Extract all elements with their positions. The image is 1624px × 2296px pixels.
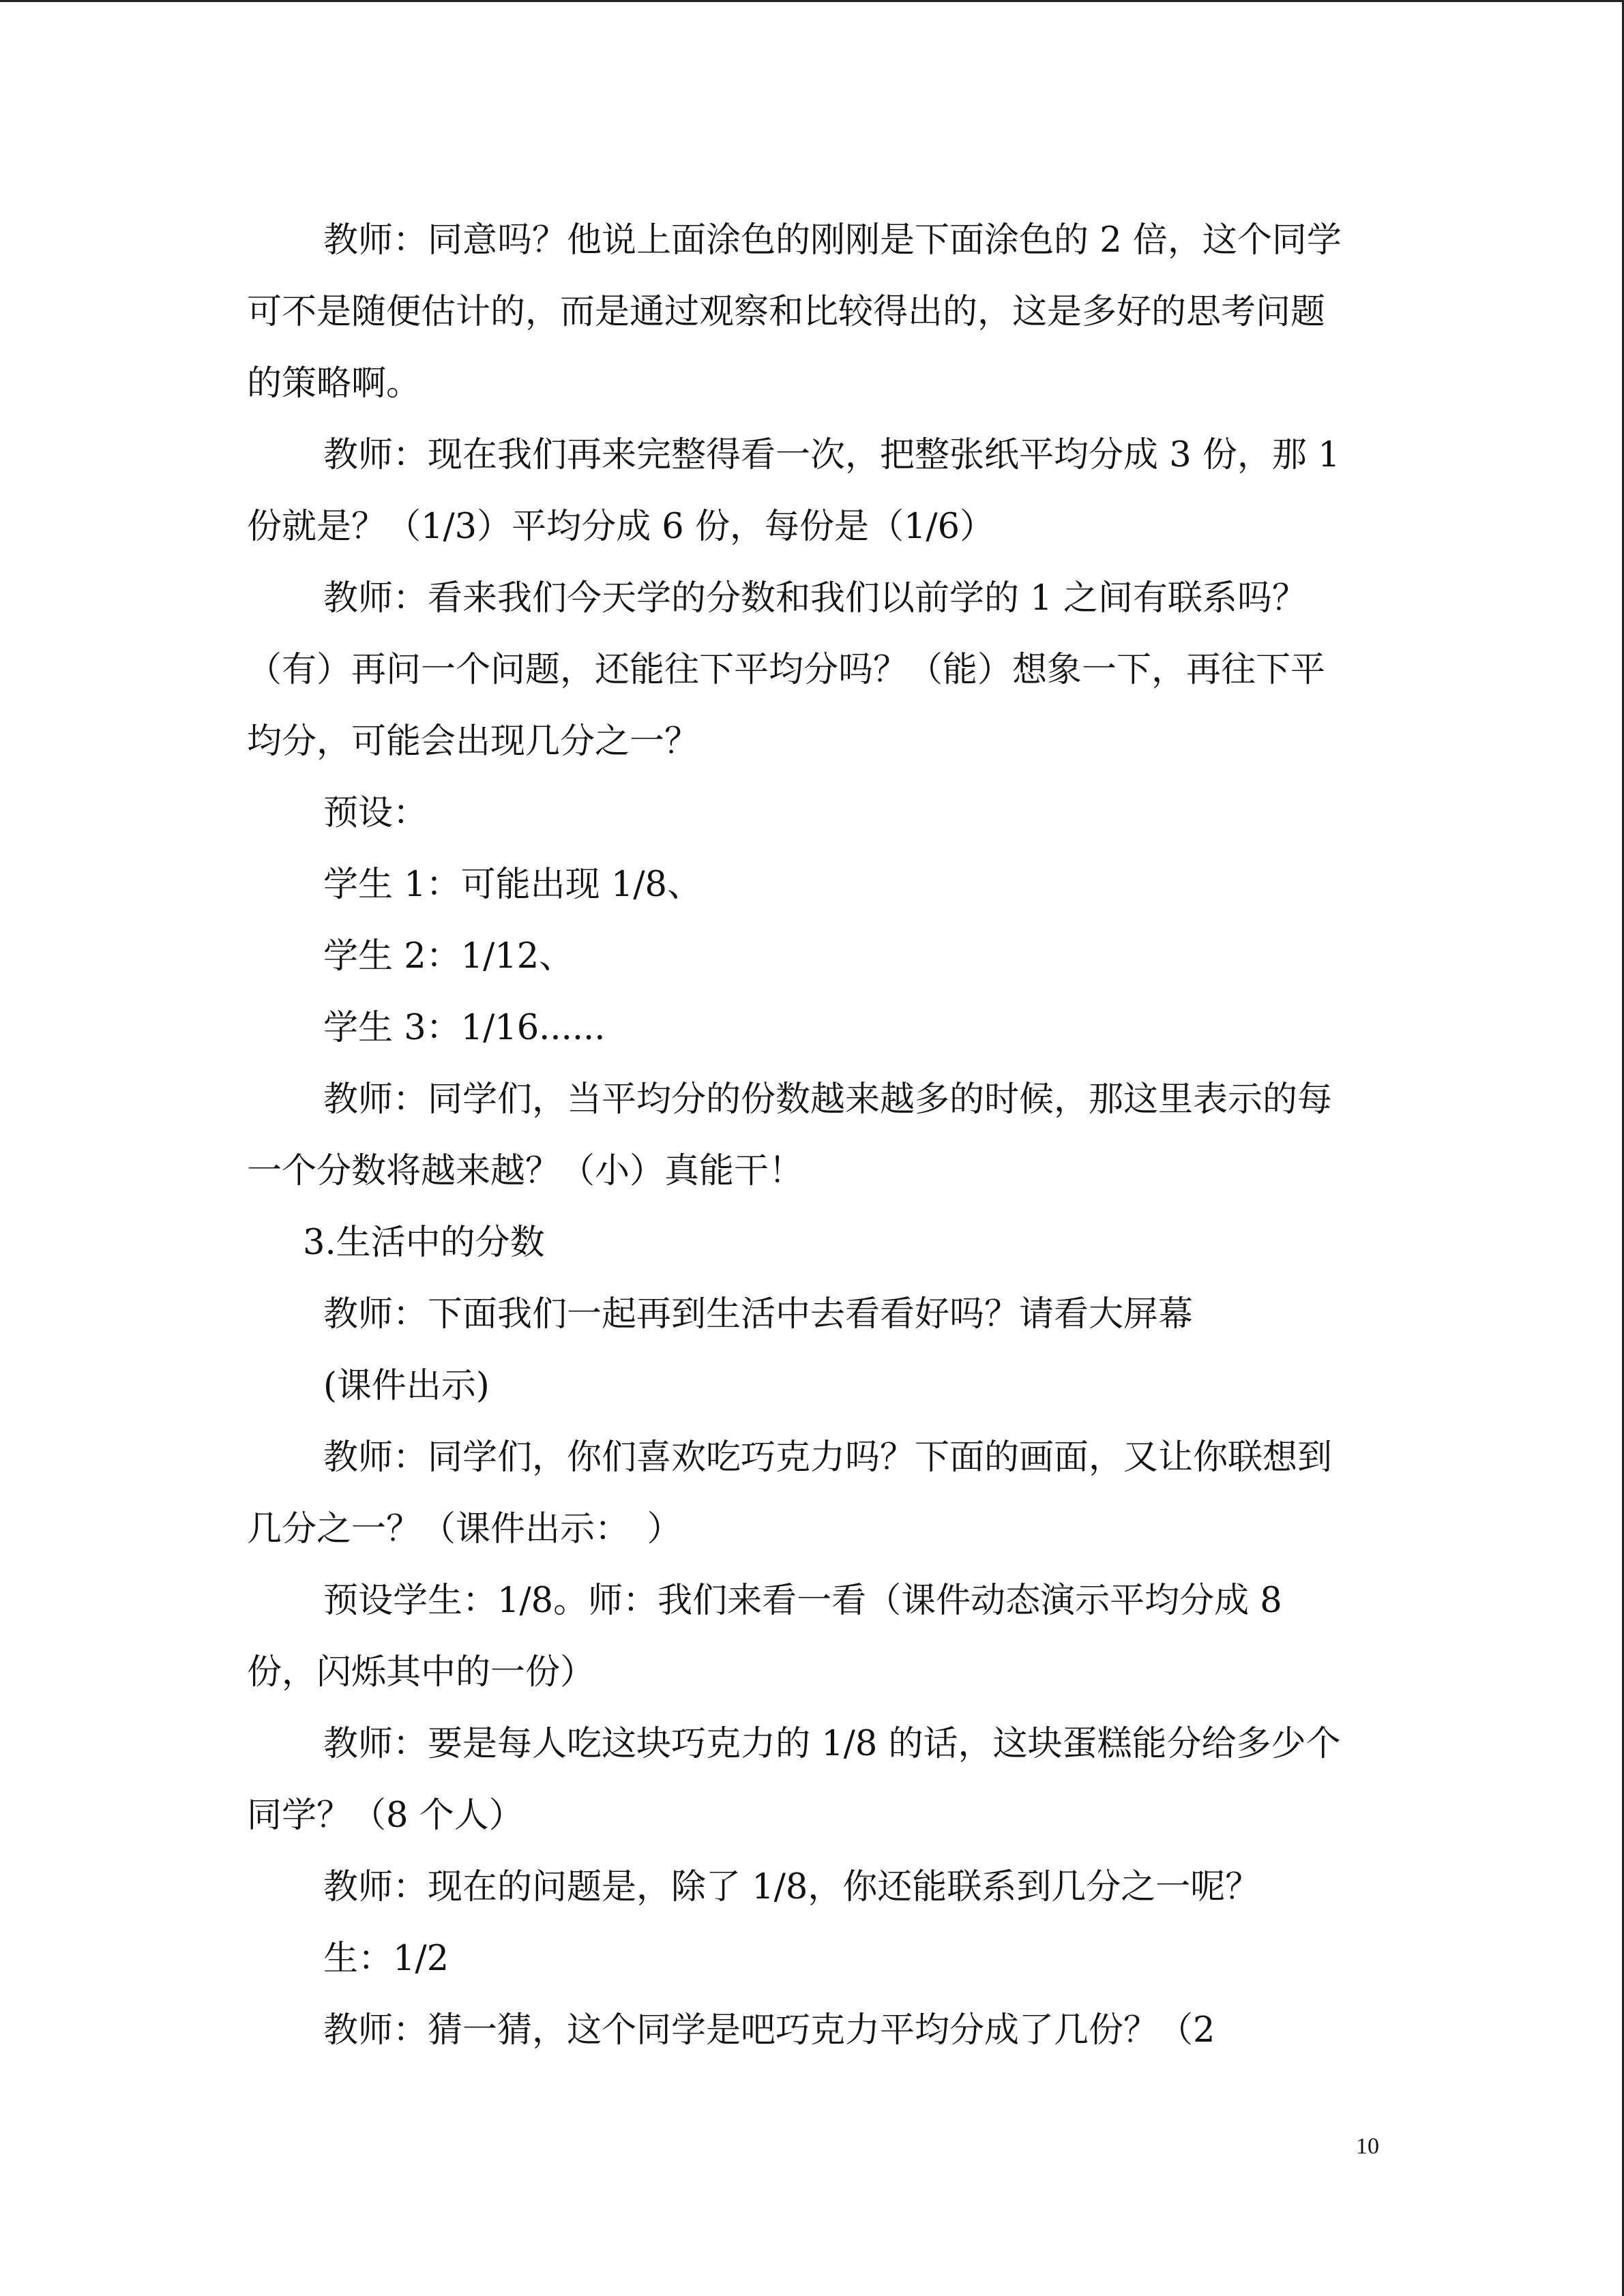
paragraph-student-2: 学生 2：1/12、	[323, 936, 574, 976]
paragraph-teacher-connection: 教师：看来我们今天学的分数和我们以前学的 1 之间有联系吗？（有）再问一个问题，还能往下平均分吗？（能）想象一下，再往下平均分，可能会出现几分之一？	[247, 578, 1326, 762]
paragraph-preset: 预设：	[323, 793, 428, 833]
paragraph-teacher-share: 教师：要是每人吃这块巧克力的 1/8 的话，这块蛋糕能分给多少个同学？（8 个人）	[247, 1724, 1341, 1836]
paragraph-teacher-guess: 教师：猜一猜，这个同学是吧巧克力平均分成了几份？（2	[323, 2010, 1215, 2051]
page-number: 10	[1356, 2134, 1379, 2159]
paragraph-courseware-show: (课件出示)	[323, 1366, 490, 1406]
paragraph-student-half: 生：1/2	[323, 1939, 449, 1979]
paragraph-teacher-big-screen: 教师：下面我们一起再到生活中去看看好吗？请看大屏幕	[323, 1294, 1194, 1335]
paragraph-student-3: 学生 3：1/16......	[323, 1008, 606, 1048]
paragraph-teacher-chocolate: 教师：同学们，你们喜欢吃巧克力吗？下面的画面，又让你联想到几分之一？（课件出示： ）	[247, 1437, 1333, 1549]
paragraph-teacher-other-fraction: 教师：现在的问题是，除了 1/8，你还能联系到几分之一呢？	[323, 1867, 1260, 1907]
document-body	[247, 205, 1359, 2066]
paragraph-teacher-agree: 教师：同意吗？他说上面涂色的刚刚是下面涂色的 2 倍，这个同学可不是随便估计的，而是通过观察和比较得出的，这是多好的思考问题的策略啊。	[247, 220, 1342, 404]
section-heading-fractions-in-life: 3.生活中的分数	[303, 1223, 545, 1263]
paragraph-preset-student-eighth: 预设学生：1/8。师：我们来看一看（课件动态演示平均分成 8 份，闪烁其中的一份）	[247, 1581, 1282, 1693]
paragraph-student-1: 学生 1：可能出现 1/8、	[323, 865, 702, 905]
page-border-top	[0, 0, 1624, 2]
paragraph-teacher-review: 教师：现在我们再来完整得看一次，把整张纸平均分成 3 份，那 1 份就是？（1/3）平均分成 6 份，每份是（1/6）	[247, 435, 1340, 547]
paragraph-teacher-smaller: 教师：同学们，当平均分的份数越来越多的时候，那这里表示的每一个分数将越来越？（小）真能干！	[247, 1079, 1333, 1191]
